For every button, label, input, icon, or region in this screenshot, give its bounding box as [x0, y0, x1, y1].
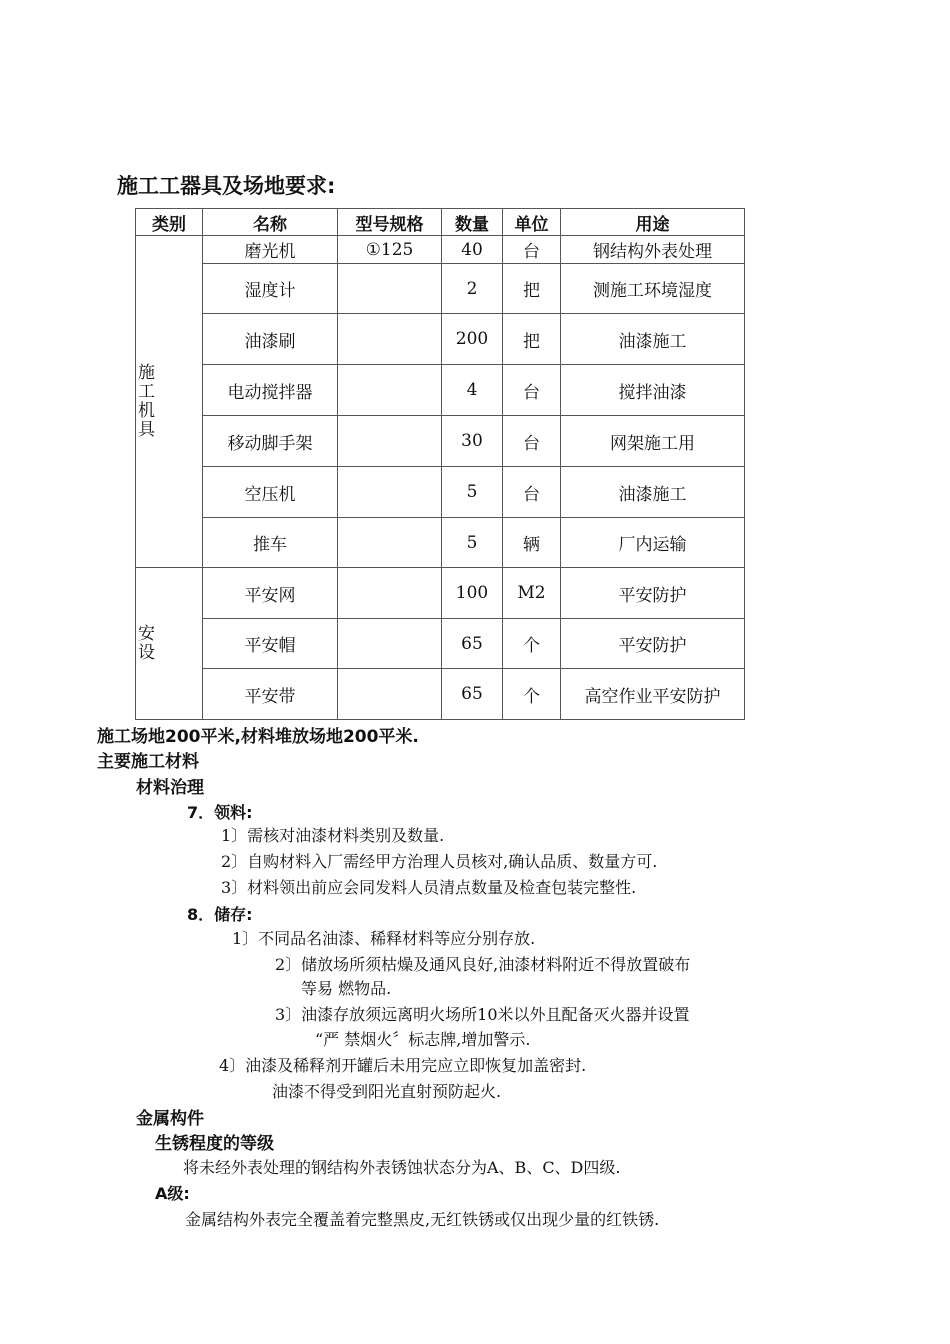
cell-use: 平安防护: [561, 568, 745, 619]
subsection-material-management: 材料治理: [136, 778, 204, 798]
rust-intro: 将未经外表处理的钢结构外表锈蚀状态分为A、B、C、D四级.: [183, 1158, 621, 1177]
cell-use: 搅拌油漆: [561, 365, 745, 416]
category-char: 机: [138, 400, 155, 421]
cell-qty: 30: [442, 416, 503, 467]
cell-spec: [338, 669, 442, 720]
grade-a-title: A级:: [155, 1184, 190, 1203]
table-row: [136, 669, 745, 720]
cell-name: 油漆刷: [203, 314, 338, 365]
cell-name: 移动脚手架: [203, 416, 338, 467]
cell-name: 平安带: [203, 669, 338, 720]
cell-unit: M2: [503, 568, 561, 619]
cell-unit: 把: [503, 314, 561, 365]
cell-spec: [338, 416, 442, 467]
cell-qty: 40: [442, 236, 503, 264]
header-unit: 单位: [503, 209, 561, 236]
cell-qty: 2: [442, 264, 503, 314]
grade-a-text: 金属结构外表完全覆盖着完整黑皮,无红铁锈或仅出现少量的红铁锈.: [185, 1210, 660, 1229]
site-note: 施工场地200平米,材料堆放场地200平米.: [97, 727, 419, 747]
cell-use: 厂内运输: [561, 518, 745, 568]
cell-spec: [338, 314, 442, 365]
cell-spec: [338, 467, 442, 518]
cell-spec: ①125: [338, 236, 442, 264]
item-8-line-3: 3〕油漆存放须远离明火场所10米以外且配备灭火器并设置: [275, 1005, 690, 1024]
item-7-line-1: 1〕需核对油漆材料类别及数量.: [221, 826, 445, 845]
cell-qty: 100: [442, 568, 503, 619]
subsection-rust-grade: 生锈程度的等级: [155, 1134, 274, 1154]
cell-unit: 辆: [503, 518, 561, 568]
cell-name: 湿度计: [203, 264, 338, 314]
cell-name: 磨光机: [203, 236, 338, 264]
cell-use: 网架施工用: [561, 416, 745, 467]
cell-qty: 65: [442, 619, 503, 669]
cell-use: 油漆施工: [561, 467, 745, 518]
table-row: [136, 467, 745, 518]
cell-use: 油漆施工: [561, 314, 745, 365]
item-7-line-2: 2〕自购材料入厂需经甲方治理人员核对,确认品质、数量方可.: [221, 852, 658, 871]
cell-spec: [338, 619, 442, 669]
item-8-line-2-cont: 等易 燃物品.: [301, 979, 392, 998]
header-category: 类别: [136, 209, 203, 236]
cell-unit: 台: [503, 416, 561, 467]
cell-unit: 个: [503, 669, 561, 720]
cell-unit: 台: [503, 365, 561, 416]
cell-spec: [338, 264, 442, 314]
cell-spec: [338, 365, 442, 416]
cell-use: 高空作业平安防护: [561, 669, 745, 720]
category-cell-machinery: [136, 236, 203, 568]
table-row: [136, 416, 745, 467]
item-8-line-4: 4〕油漆及稀释剂开罐后未用完应立即恢复加盖密封.: [219, 1056, 587, 1075]
item-8-line-5: 油漆不得受到阳光直射预防起火.: [272, 1082, 502, 1101]
category-char: 工: [138, 381, 155, 402]
cell-name: 空压机: [203, 467, 338, 518]
table-row: [136, 264, 745, 314]
cell-qty: 5: [442, 518, 503, 568]
table-row: [136, 518, 745, 568]
item-8-line-3-cont: “严 禁烟火〞标志牌,增加警示.: [315, 1030, 531, 1049]
cell-qty: 200: [442, 314, 503, 365]
item-7-title: 7．领料:: [187, 803, 253, 822]
item-7-line-3: 3〕材料领出前应会同发料人员清点数量及检查包装完整性.: [221, 878, 637, 897]
table-row: [136, 314, 745, 365]
table-header-row: [136, 209, 745, 236]
cell-qty: 4: [442, 365, 503, 416]
cell-name: 推车: [203, 518, 338, 568]
cell-use: 钢结构外表处理: [561, 236, 745, 264]
cell-qty: 5: [442, 467, 503, 518]
category-char: 设: [138, 642, 155, 663]
cell-use: 平安防护: [561, 619, 745, 669]
item-8-line-1: 1〕不同品名油漆、稀释材料等应分别存放.: [232, 929, 536, 948]
table-row: [136, 568, 745, 619]
cell-unit: 台: [503, 236, 561, 264]
cell-name: 平安网: [203, 568, 338, 619]
category-char: 具: [138, 419, 155, 440]
section-heading: 施工工器具及场地要求:: [117, 174, 336, 198]
cell-name: 平安帽: [203, 619, 338, 669]
header-spec: 型号规格: [338, 209, 442, 236]
cell-unit: 把: [503, 264, 561, 314]
table-row: [136, 619, 745, 669]
cell-unit: 台: [503, 467, 561, 518]
item-8-line-2: 2〕储放场所须枯燥及通风良好,油漆材料附近不得放置破布: [275, 955, 691, 974]
header-qty: 数量: [442, 209, 503, 236]
cell-name: 电动搅拌器: [203, 365, 338, 416]
table-row: [136, 365, 745, 416]
section-metal-components: 金属构件: [136, 1109, 204, 1129]
section-main-materials: 主要施工材料: [97, 752, 199, 772]
header-name: 名称: [203, 209, 338, 236]
category-char: 施: [138, 362, 155, 383]
category-cell-safety: [136, 568, 203, 720]
table-row: [136, 236, 745, 264]
header-use: 用途: [561, 209, 745, 236]
cell-spec: [338, 518, 442, 568]
category-char: 安: [138, 623, 155, 644]
cell-use: 测施工环境湿度: [561, 264, 745, 314]
cell-unit: 个: [503, 619, 561, 669]
item-8-title: 8．储存:: [187, 905, 253, 924]
cell-spec: [338, 568, 442, 619]
cell-qty: 65: [442, 669, 503, 720]
tools-table: [135, 208, 745, 720]
